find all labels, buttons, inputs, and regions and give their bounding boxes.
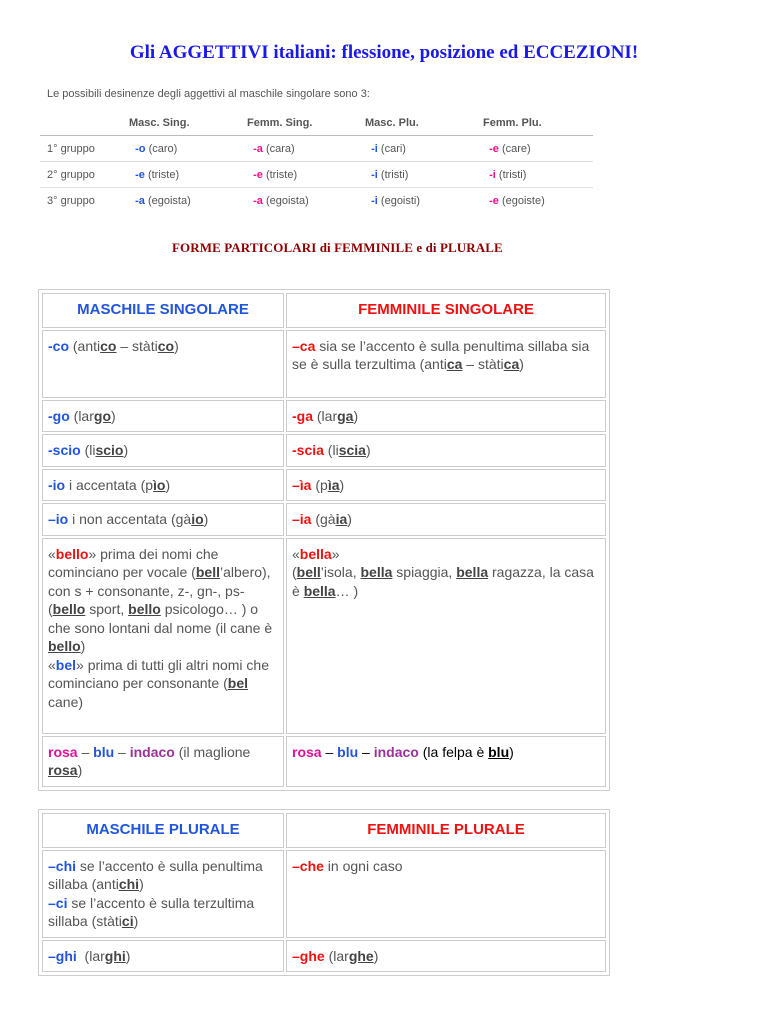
ending-cell [483, 136, 593, 162]
table-row [42, 330, 606, 398]
ending-suffix: -a [253, 142, 263, 155]
endings-body [40, 136, 593, 214]
ending-cell [129, 162, 247, 188]
ending-suffix: -i [371, 168, 378, 181]
ending-example: (egoista) [262, 194, 309, 207]
plural-header-row [42, 813, 606, 848]
intro-text: Le possibili desinenze degli aggettivi al maschile singolare sono 3: [47, 88, 370, 100]
cell-io-non-accentata: –io i non accentata (gàio) [42, 503, 284, 536]
ending-suffix: -o [135, 142, 146, 155]
header-maschile-singolare: MASCHILE SINGOLARE [42, 293, 284, 328]
ending-cell [365, 136, 483, 162]
ending-cell [365, 162, 483, 188]
cell-co: -co (antico – stàtico) [42, 330, 284, 398]
ending-cell [365, 188, 483, 214]
table-row [40, 162, 593, 188]
ending-cell [483, 162, 593, 188]
ending-example: (triste) [262, 168, 298, 181]
cell-ghe: –ghe (larghe) [286, 940, 606, 973]
ending-suffix: -a [135, 194, 145, 207]
cell-ca: –ca sia se l’accento è sulla penultima sillaba sia se è sulla terzultima (antica – stàtica) [286, 330, 606, 398]
cell-ia-non-accentata: –ia (gàia) [286, 503, 606, 536]
ending-cell [483, 188, 593, 214]
ending-cell [129, 136, 247, 162]
ending-suffix: -i [371, 142, 378, 155]
ending-suffix: -i [489, 168, 496, 181]
cell-ga: -ga (larga) [286, 400, 606, 433]
ending-suffix: -e [253, 168, 263, 181]
table-row [40, 188, 593, 214]
table-row [42, 469, 606, 502]
header-femminile-singolare: FEMMINILE SINGOLARE [286, 293, 606, 328]
page-title: Gli AGGETTIVI italiani: flessione, posizione ed ECCEZIONI! [129, 42, 639, 63]
ending-example: (caro) [145, 142, 178, 155]
table-row [40, 136, 593, 162]
table-row [42, 434, 606, 467]
cell-bella: «bella» (bell’isola, bella spiaggia, bella ragazza, la casa è bella… ) [286, 538, 606, 734]
ending-example: (tristi) [495, 168, 527, 181]
header-femm-plu: Femm. Plu. [483, 110, 593, 136]
cell-che: –che in ogni caso [286, 850, 606, 938]
ending-suffix: -e [489, 142, 499, 155]
ending-suffix: -e [489, 194, 499, 207]
table-row [42, 940, 606, 973]
endings-header-row [40, 110, 593, 136]
ending-example: (egoisti) [377, 194, 421, 207]
table-row [42, 538, 606, 734]
header-femm-sing: Femm. Sing. [247, 110, 365, 136]
cell-scio: -scio (liscio) [42, 434, 284, 467]
ending-suffix: -e [135, 168, 145, 181]
ending-cell [247, 162, 365, 188]
ending-cell [247, 136, 365, 162]
ending-suffix: -a [253, 194, 263, 207]
header-empty [40, 110, 129, 136]
ending-cell [129, 188, 247, 214]
cell-colori-maschile: rosa – blu – indaco (il maglione rosa) [42, 736, 284, 787]
cell-colori-femminile: rosa – blu – indaco (la felpa è blu) [286, 736, 606, 787]
cell-go: -go (largo) [42, 400, 284, 433]
ending-cell [247, 188, 365, 214]
ending-example: (tristi) [377, 168, 409, 181]
endings-table [40, 110, 593, 213]
cell-io-accentata: -io i accentata (pìo) [42, 469, 284, 502]
cell-scia: -scia (liscia) [286, 434, 606, 467]
ending-example: (triste) [144, 168, 180, 181]
ending-example: (egoista) [144, 194, 191, 207]
table-row [42, 736, 606, 787]
header-femminile-plurale: FEMMINILE PLURALE [286, 813, 606, 848]
group-label: 1° gruppo [40, 136, 129, 162]
group-label: 2° gruppo [40, 162, 129, 188]
table-row [42, 850, 606, 938]
cell-chi-ci: –chi se l’accento è sulla penultima sillaba (antichi) –ci se l’accento è sulla terzultima sillaba (stàtici) [42, 850, 284, 938]
singular-header-row [42, 293, 606, 328]
ending-example: (cara) [262, 142, 295, 155]
section-subtitle: FORME PARTICOLARI di FEMMINILE e di PLURALE [172, 240, 503, 255]
ending-example: (cari) [377, 142, 406, 155]
cell-ia-accentata: –ìa (pìa) [286, 469, 606, 502]
header-masc-sing: Masc. Sing. [129, 110, 247, 136]
header-maschile-plurale: MASCHILE PLURALE [42, 813, 284, 848]
singular-forms-table [38, 289, 610, 791]
ending-example: (care) [498, 142, 531, 155]
group-label: 3° gruppo [47, 194, 95, 207]
table-row [42, 400, 606, 433]
ending-suffix: -i [371, 194, 378, 207]
plural-forms-table [38, 809, 610, 976]
cell-bello: «bello» prima dei nomi che cominciano per vocale (bell’albero), con s + consonante, z-, gn-, ps- (bello sport, bello psicologo… ) o che sono lontani dal nome (il cane è bello) «bel» prima di tutti gli altri nomi che cominciano per consonante (bel cane) [42, 538, 284, 734]
ending-example: (egoiste) [498, 194, 545, 207]
cell-ghi: –ghi (larghi) [42, 940, 284, 973]
header-masc-plu: Masc. Plu. [365, 110, 483, 136]
table-row [42, 503, 606, 536]
